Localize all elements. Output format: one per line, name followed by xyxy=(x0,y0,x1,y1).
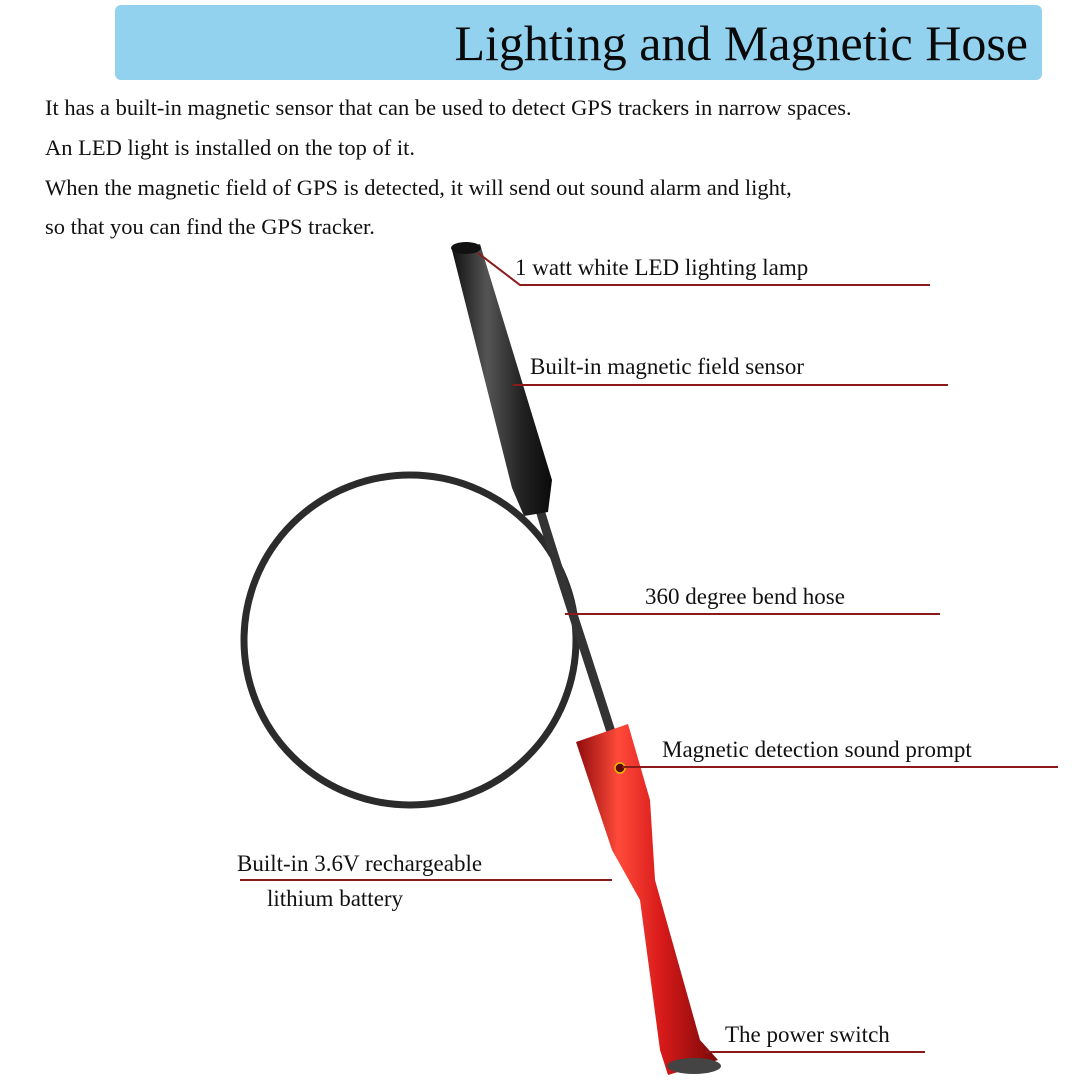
power-switch xyxy=(667,1058,721,1074)
description-line-2: An LED light is installed on the top of it. xyxy=(45,135,415,160)
handle xyxy=(576,724,718,1075)
led-lamp xyxy=(451,242,481,254)
callout-sound: Magnetic detection sound prompt xyxy=(662,737,972,762)
description-line-1: It has a built-in magnetic sensor that can be used to detect GPS trackers in narrow spaces. xyxy=(45,95,852,120)
callout-led: 1 watt white LED lighting lamp xyxy=(515,255,809,280)
hose xyxy=(540,510,612,735)
callout-hose: 360 degree bend hose xyxy=(645,584,845,609)
callout-battery-line2: lithium battery xyxy=(267,886,404,911)
page-title: Lighting and Magnetic Hose xyxy=(454,15,1028,71)
callout-switch: The power switch xyxy=(725,1022,890,1047)
description-line-4: so that you can find the GPS tracker. xyxy=(45,214,375,239)
description-line-3: When the magnetic field of GPS is detected, it will send out sound alarm and light, xyxy=(45,175,792,200)
callout-sensor: Built-in magnetic field sensor xyxy=(530,354,805,379)
hose-loop xyxy=(244,475,576,805)
callout-battery-line1: Built-in 3.6V rechargeable xyxy=(237,851,483,876)
